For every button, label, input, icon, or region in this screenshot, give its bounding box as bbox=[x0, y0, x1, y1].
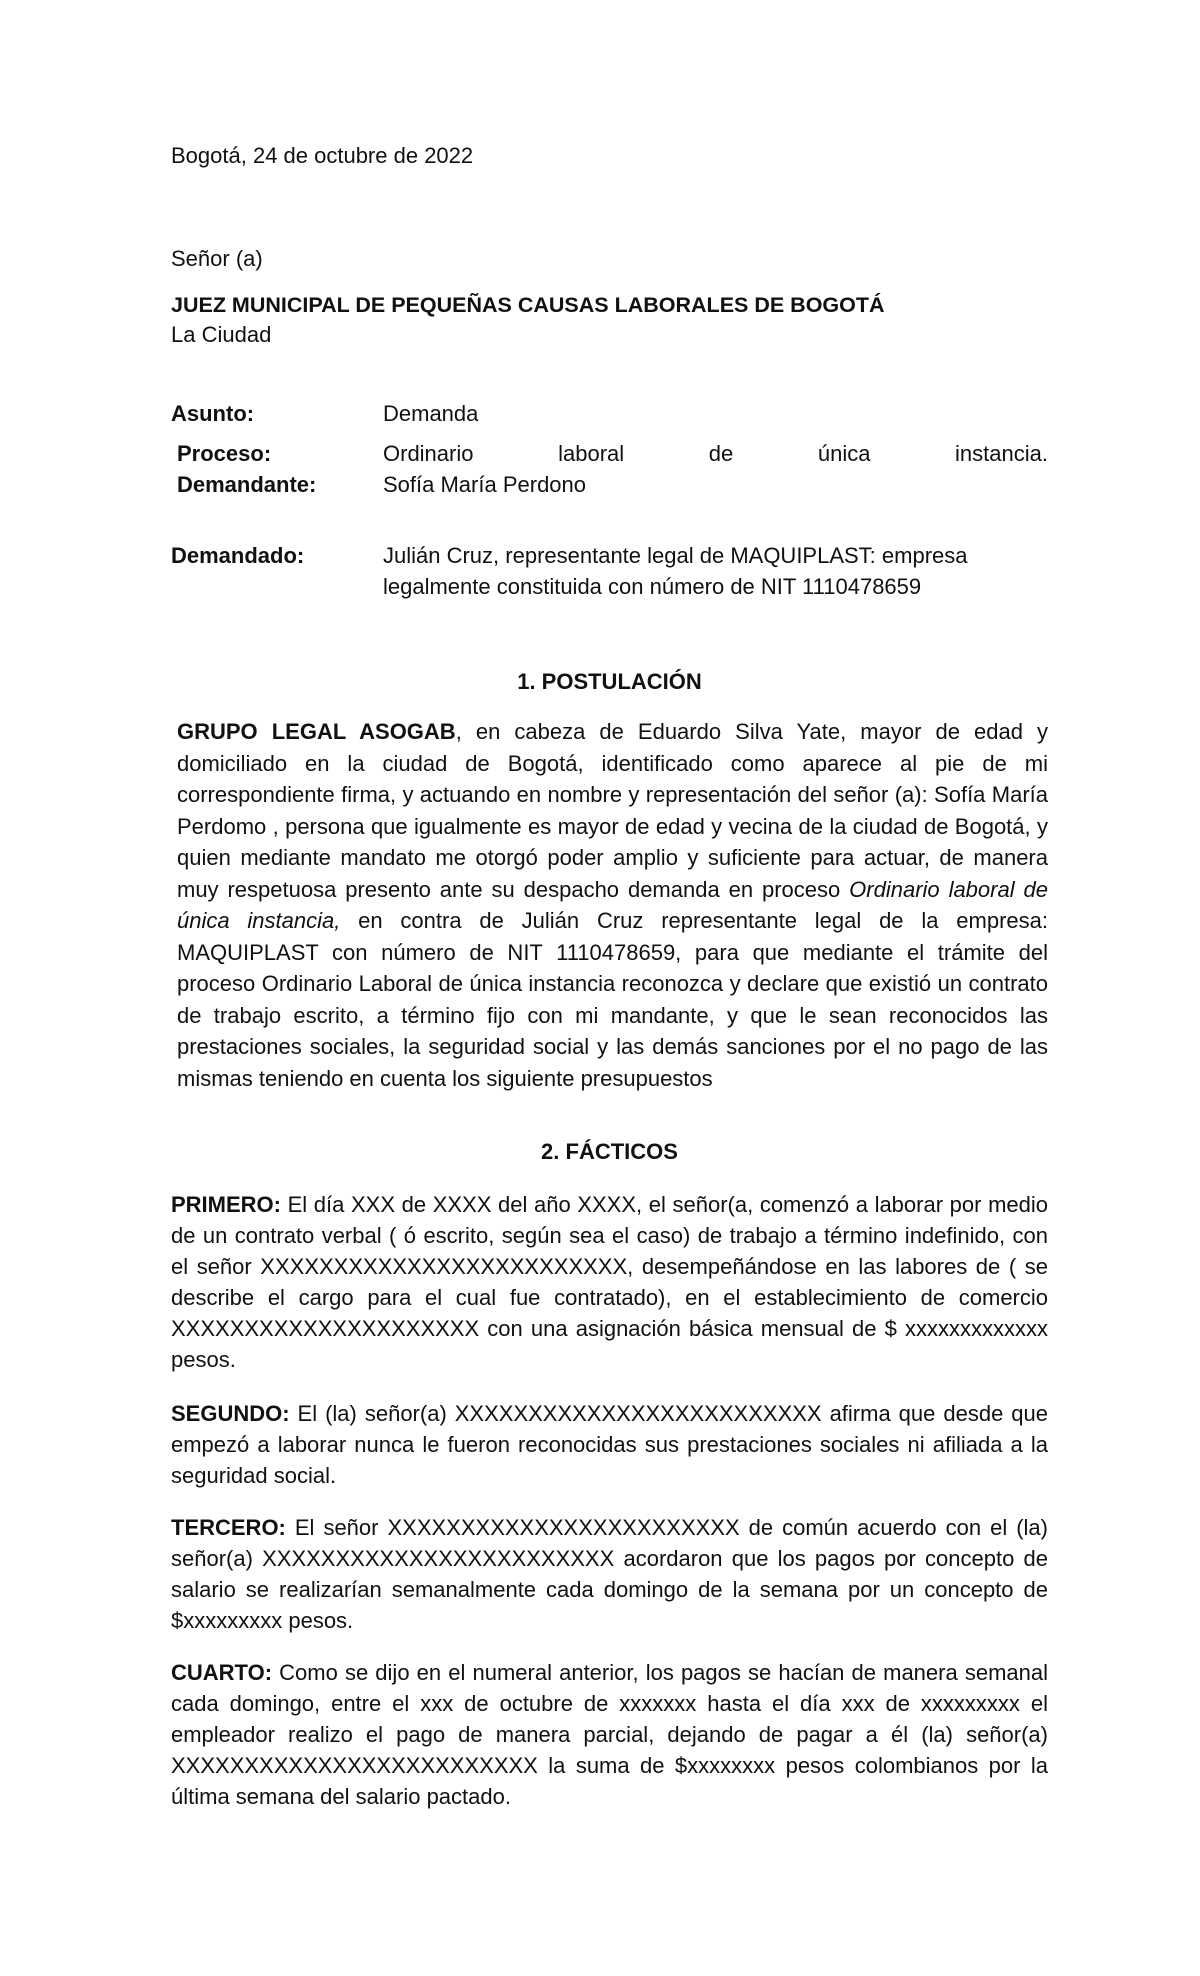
salutation: Señor (a) bbox=[171, 246, 263, 271]
fact-cuarto bbox=[171, 1657, 1048, 1812]
demandante-label: Demandante: bbox=[177, 472, 317, 497]
proceso-value bbox=[383, 438, 1048, 469]
proceso-word: instancia. bbox=[955, 441, 1048, 466]
proceso-word: única bbox=[817, 441, 871, 466]
fact-text: El (la) señor(a) XXXXXXXXXXXXXXXXXXXXXXXXX afirma que desde que empezó a laborar nunca le fueron reconocidas sus prestaciones sociales ni afiliada a la seguridad social. bbox=[171, 1401, 1048, 1488]
fact-label: SEGUNDO: bbox=[171, 1401, 290, 1426]
proceso-label: Proceso: bbox=[177, 441, 272, 466]
fact-label: TERCERO: bbox=[171, 1515, 286, 1540]
section-title-facticos: 2. FÁCTICOS bbox=[541, 1139, 678, 1164]
addressee: JUEZ MUNICIPAL DE PEQUEÑAS CAUSAS LABORALES DE BOGOTÁ bbox=[171, 293, 885, 317]
fact-text: Como se dijo en el numeral anterior, los pagos se hacían de manera semanal cada domingo, entre el xxx de octubre de xxxxxxx hasta el día xxx de xxxxxxxxx el empleador realizo el pago de manera parcial, dejando de pagar a él (la) señor(a) XXXXXXXXXXXXXXXXXXXXXXXXX la suma de $xxxxxxxx pesos colombianos por la última semana del salario pactado. bbox=[171, 1660, 1048, 1809]
firm-name: GRUPO LEGAL ASOGAB bbox=[177, 719, 456, 744]
postulacion-text-a: , en cabeza de Eduardo Silva Yate, mayor de edad y domiciliado en la ciudad de Bogotá, identificado como aparece al pie de mi correspondiente firma, y actuando en nombre y representación del señor (a): Sofía María Perdomo , persona que igualmente es mayor de edad y vecina de la ciudad de Bogotá, y quien mediante mandato me otorgó poder amplio y suficiente para actuar, de manera muy respetuosa presento ante su despacho demanda en proceso bbox=[177, 719, 1048, 902]
fact-tercero bbox=[171, 1512, 1048, 1636]
asunto-value: Demanda bbox=[383, 401, 479, 426]
postulacion-text-b: en contra de Julián Cruz representante legal de la empresa: MAQUIPLAST con número de NIT 1110478659, para que mediante el trámite del proceso Ordinario Laboral de única instancia reconozca y declare que existió un contrato de trabajo escrito, a término fijo con mi mandante, y que le sean reconocidos las prestaciones sociales, la seguridad social y las demás sanciones por el no pago de las mismas teniendo en cuenta los siguiente presupuestos bbox=[177, 908, 1048, 1091]
demandado-label: Demandado: bbox=[171, 543, 305, 568]
fact-segundo bbox=[171, 1398, 1048, 1491]
postulacion-paragraph bbox=[177, 716, 1048, 1094]
fact-label: PRIMERO: bbox=[171, 1192, 281, 1217]
proceso-word: de bbox=[708, 441, 734, 466]
proceso-word: Ordinario bbox=[383, 441, 474, 466]
proceso-word: laboral bbox=[558, 441, 625, 466]
fact-text: El día XXX de XXXX del año XXXX, el señor(a, comenzó a laborar por medio de un contrato verbal ( ó escrito, según sea el caso) de trabajo a término indefinido, con el señor XXXXXXXXXXXXXXXXXXXXXXXXX, desempeñándose en las labores de ( se describe el cargo para el cual fue contratado), en el establecimiento de comercio XXXXXXXXXXXXXXXXXXXXX con una asignación básica mensual de $ xxxxxxxxxxxxx pesos. bbox=[171, 1192, 1048, 1372]
demandante-value: Sofía María Perdono bbox=[383, 472, 587, 497]
fact-primero bbox=[171, 1189, 1048, 1375]
section-title-postulacion: 1. POSTULACIÓN bbox=[517, 669, 702, 694]
demandado-line-2: legalmente constituida con número de NIT 1110478659 bbox=[383, 574, 922, 599]
fact-text: El señor XXXXXXXXXXXXXXXXXXXXXXXX de común acuerdo con el (la) señor(a) XXXXXXXXXXXXXXXXXXXXXXXX acordaron que los pagos por concepto de salario se realizarían semanalmente cada domingo de la semana por un concepto de $xxxxxxxxx pesos. bbox=[171, 1515, 1048, 1633]
addressee-city: La Ciudad bbox=[171, 322, 272, 347]
asunto-label: Asunto: bbox=[171, 401, 255, 426]
process-type-italic: Ordinario laboral de única instancia, bbox=[177, 876, 1048, 933]
letter-date: Bogotá, 24 de octubre de 2022 bbox=[171, 143, 474, 168]
demandado-line-1: Julián Cruz, representante legal de MAQUIPLAST: empresa bbox=[383, 543, 968, 568]
fact-label: CUARTO: bbox=[171, 1660, 273, 1685]
